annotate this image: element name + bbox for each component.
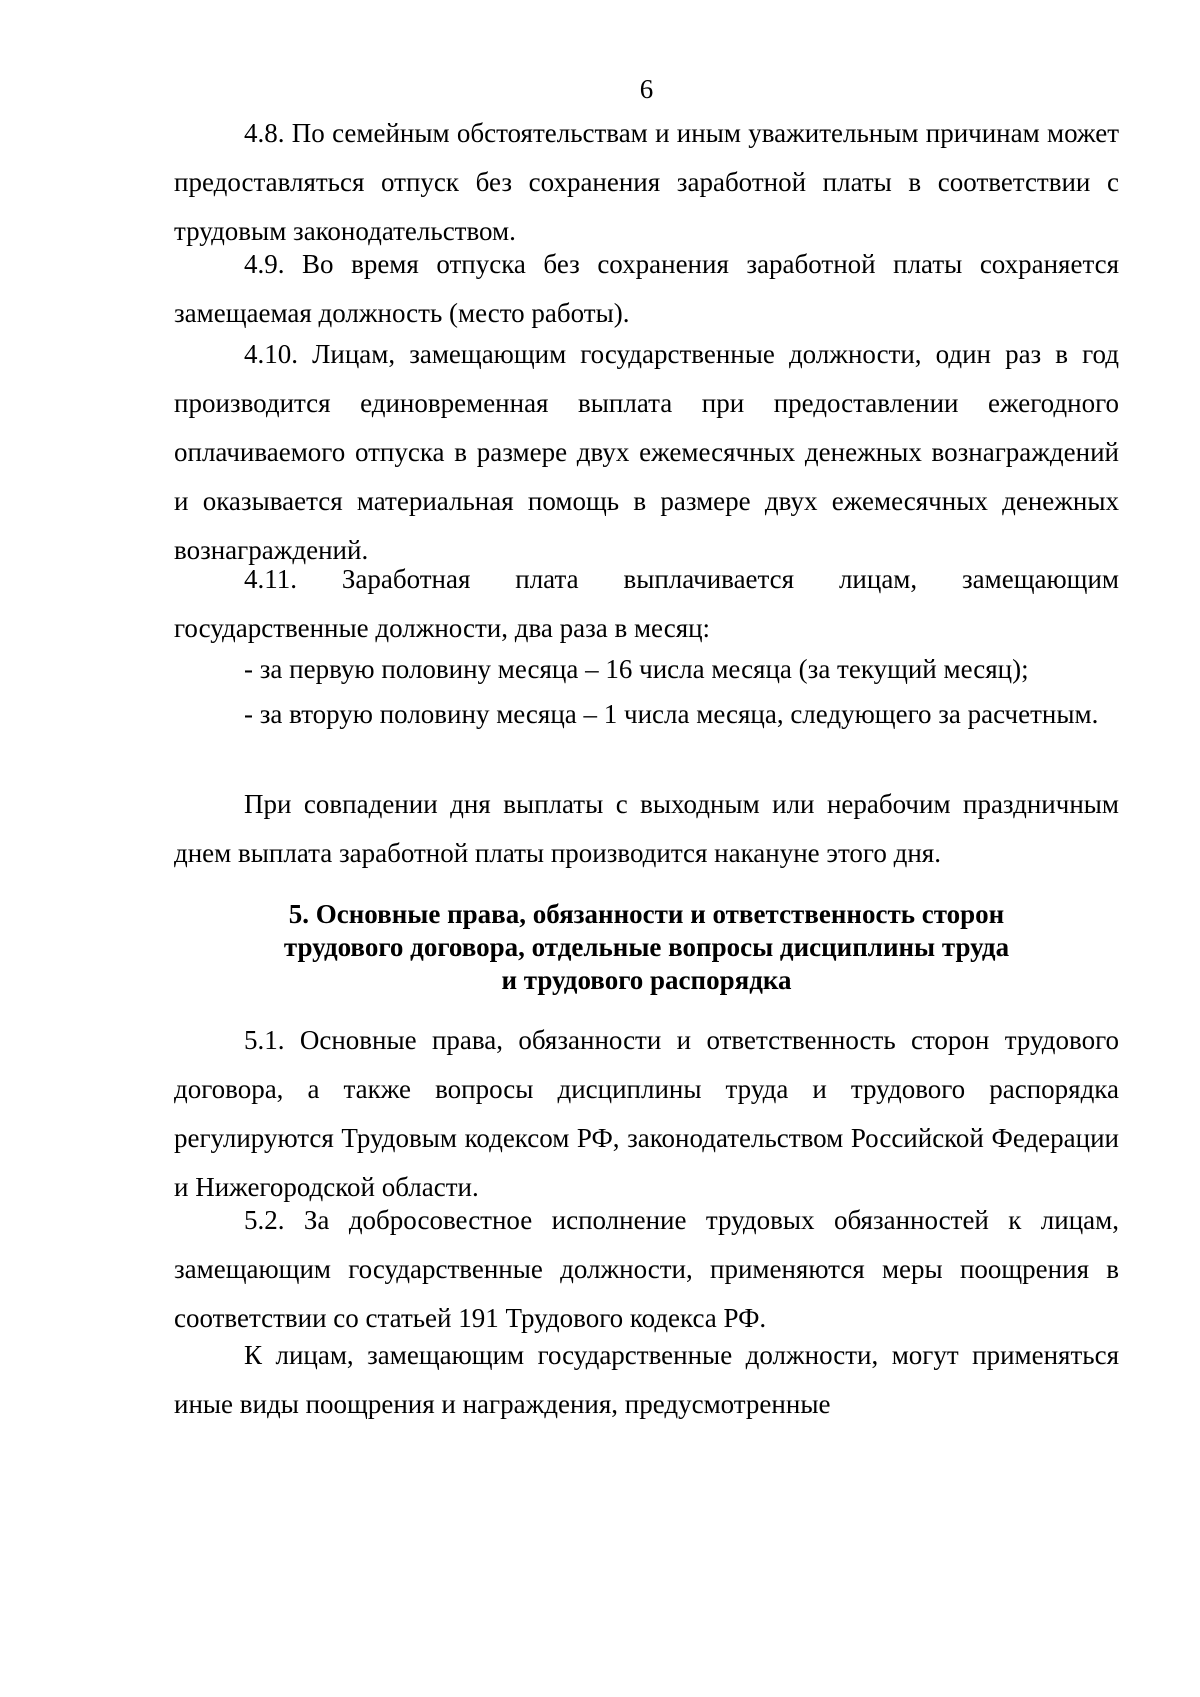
paragraph-other-awards: К лицам, замещающим государственные должности, могут применяться иные виды поощрения и награждения, предусмотренные: [174, 1340, 1119, 1419]
section-heading-line: 5. Основные права, обязанности и ответственность сторон: [288, 899, 1005, 929]
list-item-second-half: - за вторую половину месяца – 1 числа месяца, следующего за расчетным.: [244, 699, 1099, 729]
paragraph-5-2: 5.2. За добросовестное исполнение трудовых обязанностей к лицам, замещающим государственные должности, применяются меры поощрения в соответствии со статьей 191 Трудового кодекса РФ.: [174, 1205, 1119, 1333]
paragraph-4-9: 4.9. Во время отпуска без сохранения заработной платы сохраняется замещаемая должность (место работы).: [174, 249, 1119, 328]
section-heading-line: и трудового распорядка: [501, 965, 792, 995]
paragraph-4-10: 4.10. Лицам, замещающим государственные должности, один раз в год производится единовременная выплата при предоставлении ежегодного оплачиваемого отпуска в размере двух ежемесячных денежных вознаграждений и оказывается материальная помощь в размере двух ежемесячных денежных вознаграждений.: [174, 339, 1119, 565]
page-number: 6: [639, 74, 654, 104]
section-heading: [174, 898, 1119, 997]
paragraph-4-8: 4.8. По семейным обстоятельствам и иным уважительным причинам может предоставляться отпуск без сохранения заработной платы в соответствии с трудовым законодательством.: [174, 118, 1119, 246]
list-item-first-half: - за первую половину месяца – 16 числа месяца (за текущий месяц);: [244, 654, 1029, 684]
paragraph-4-11: 4.11. Заработная плата выплачивается лицам, замещающим государственные должности, два раза в месяц:: [174, 564, 1119, 643]
paragraph-5-1: 5.1. Основные права, обязанности и ответственность сторон трудового договора, а также вопросы дисциплины труда и трудового распорядка регулируются Трудовым кодексом РФ, законодательством Российской Федерации и Нижегородской области.: [174, 1025, 1119, 1202]
paragraph-payment-holiday: При совпадении дня выплаты с выходным или нерабочим праздничным днем выплата заработной платы производится накануне этого дня.: [174, 789, 1119, 868]
section-heading-line: трудового договора, отдельные вопросы дисциплины труда: [283, 932, 1010, 962]
